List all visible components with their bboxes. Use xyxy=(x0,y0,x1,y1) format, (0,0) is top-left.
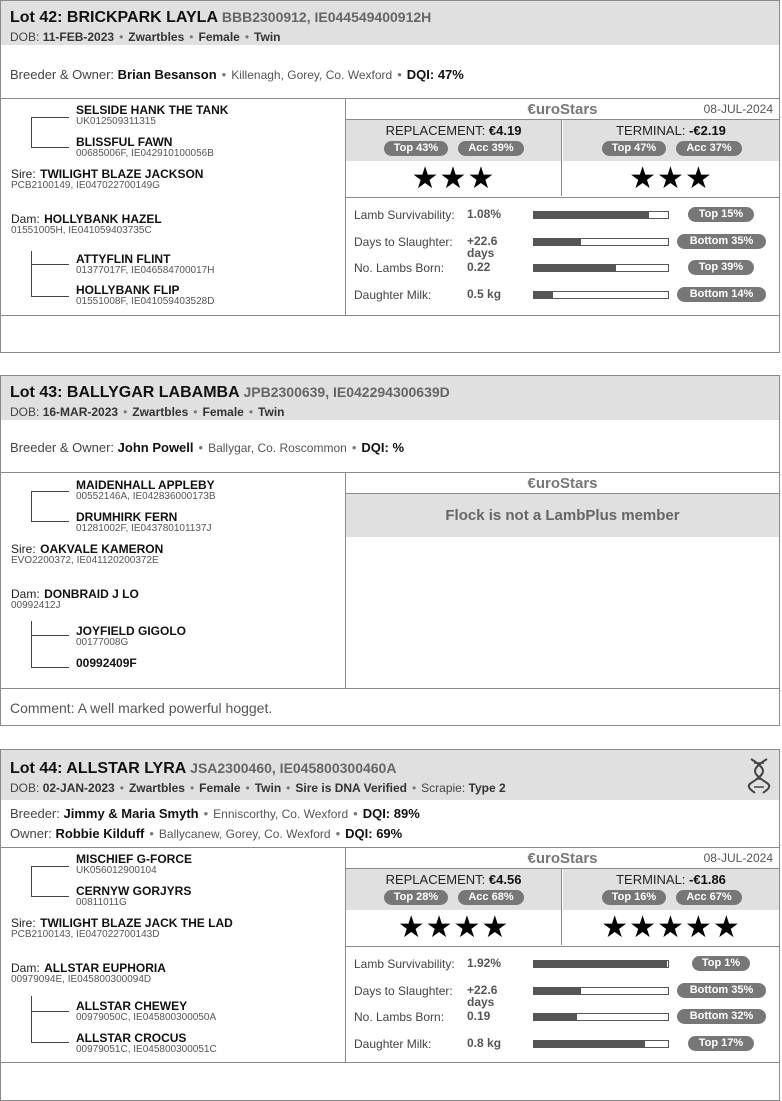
trait-bar xyxy=(533,264,669,272)
terminal-index: TERMINAL: -€2.19 Top 47% Acc 37% ★★★ xyxy=(563,120,779,196)
trait-row: Lamb Survivability: 1.08% Top 15% xyxy=(346,205,779,225)
traits xyxy=(346,946,779,1051)
trait-bar xyxy=(533,291,669,299)
owner-location: Killenagh, Gorey, Co. Wexford xyxy=(231,68,393,82)
trait-rank-badge: Bottom 35% xyxy=(677,234,766,249)
breed: Zwartbles xyxy=(132,405,189,419)
owner-name: Robbie Kilduff xyxy=(55,826,145,841)
birth-type: Twin xyxy=(254,30,281,44)
lot-card xyxy=(0,749,780,1101)
trait-bar xyxy=(533,1013,669,1021)
sex: Female xyxy=(199,781,241,795)
replacement-stars: ★★★ xyxy=(411,162,496,195)
replacement-index: REPLACEMENT: €4.19 Top 43% Acc 39% ★★★ xyxy=(346,120,562,196)
replacement-value: €4.56 xyxy=(488,872,522,887)
sire-sire: MAIDENHALL APPLEBY 00552146A, IE042836000173B xyxy=(76,478,216,502)
breeder-name: Jimmy & Maria Smyth xyxy=(63,806,199,821)
terminal-acc-badge: Acc 67% xyxy=(676,890,742,905)
scrapie-type: Type 2 xyxy=(468,781,506,795)
lot-body xyxy=(1,98,779,316)
eurostars-logo: €uroStars xyxy=(527,475,598,492)
dob-value: 11-FEB-2023 xyxy=(42,30,115,44)
eurostars-date: 08-JUL-2024 xyxy=(703,102,773,116)
trait-bar xyxy=(533,987,669,995)
dob-value: 16-MAR-2023 xyxy=(42,405,119,419)
sire: Sire: TWILIGHT BLAZE JACK THE LAD PCB2100143, IE047022700143D xyxy=(11,916,233,940)
terminal-stars: ★★★★★ xyxy=(601,911,741,944)
terminal-top-badge: Top 47% xyxy=(602,141,666,156)
sire: Sire: OAKVALE KAMERON EVO2200372, IE041120200372E xyxy=(11,542,164,566)
trait-rank-badge: Bottom 35% xyxy=(677,983,766,998)
lot-title: Lot 42: BRICKPARK LAYLA BBB2300912, IE044549400912H xyxy=(10,9,432,26)
terminal-stars: ★★★ xyxy=(629,162,713,195)
dam-dam: ALLSTAR CROCUS 00979051C, IE045800300051C xyxy=(76,1031,217,1055)
owner-line: Owner: Robbie Kilduff • Ballycanew, Gorey, Co. Wexford • DQI: 69% xyxy=(10,826,403,841)
lot-card xyxy=(0,0,780,353)
sire-dam: DRUMHIRK FERN 01281002F, IE043780101137J xyxy=(76,510,212,534)
dna-icon xyxy=(747,757,771,795)
dam-dam: HOLLYBANK FLIP 01551008F, IE041059403528D xyxy=(76,283,215,307)
dam: Dam: HOLLYBANK HAZEL 01551005H, IE041059403735C xyxy=(11,212,162,236)
dam-sire: ATTYFLIN FLINT 01377017F, IE046584700017H xyxy=(76,252,215,276)
trait-rank-badge: Top 39% xyxy=(688,260,754,275)
dqi-value: 47% xyxy=(437,67,464,82)
eurostars-logo: €uroStars xyxy=(527,101,598,118)
terminal-acc-badge: Acc 37% xyxy=(676,141,742,156)
lot-ids: JSA2300460, IE045800300460A xyxy=(190,760,397,776)
lot-title: Lot 43: BALLYGAR LABAMBA JPB2300639, IE042294300639D xyxy=(10,384,450,401)
pedigree xyxy=(1,848,346,1062)
eurostars-panel xyxy=(346,848,779,1062)
trait-row: No. Lambs Born: 0.22 Top 39% xyxy=(346,258,779,278)
sire: Sire: TWILIGHT BLAZE JACKSON PCB2100149, IE047022700149G xyxy=(11,167,204,191)
dqi-value: % xyxy=(392,440,405,455)
replacement-index: REPLACEMENT: €4.56 Top 28% Acc 68% ★★★★ xyxy=(346,869,562,945)
breeder-dqi-value: 89% xyxy=(393,806,420,821)
lot-details: DOB: 16-MAR-2023 • Zwartbles • Female • Twin xyxy=(10,405,285,419)
dam-sire: ALLSTAR CHEWEY 00979050C, IE045800300050A xyxy=(76,999,217,1023)
owner-line: Breeder & Owner: John Powell • Ballygar, Co. Roscommon • DQI: % xyxy=(10,440,405,455)
owner-line: Breeder & Owner: Brian Besanson • Killenagh, Gorey, Co. Wexford • DQI: 47% xyxy=(10,67,464,82)
owner-name: Brian Besanson xyxy=(117,67,217,82)
lot-ids: JPB2300639, IE042294300639D xyxy=(243,384,450,400)
lot-body xyxy=(1,847,779,1063)
birth-type: Twin xyxy=(258,405,285,419)
sire-sire: SELSIDE HANK THE TANK UK012509311315 xyxy=(76,103,229,127)
terminal-value: -€1.86 xyxy=(689,872,726,887)
not-member-message: Flock is not a LambPlus member xyxy=(346,494,779,537)
breed: Zwartbles xyxy=(128,30,185,44)
breeder-location: Enniscorthy, Co. Wexford xyxy=(213,807,349,821)
breed: Zwartbles xyxy=(128,781,185,795)
dna-verified: Sire is DNA Verified xyxy=(295,781,407,795)
owner-location: Ballygar, Co. Roscommon xyxy=(208,441,347,455)
eurostars-panel xyxy=(346,473,779,688)
sire-dam: BLISSFUL FAWN 00685006F, IE042910100056B xyxy=(76,135,214,159)
owner-location: Ballycanew, Gorey, Co. Wexford xyxy=(158,827,331,841)
replacement-top-badge: Top 43% xyxy=(384,141,448,156)
trait-row: Days to Slaughter: +22.6 days Bottom 35% xyxy=(346,232,779,252)
lot-header xyxy=(1,376,779,420)
trait-rank-badge: Bottom 14% xyxy=(677,287,766,302)
dam: Dam: ALLSTAR EUPHORIA 00979094E, IE045800300094D xyxy=(11,961,166,985)
dob-value: 02-JAN-2023 xyxy=(42,781,115,795)
traits xyxy=(346,197,779,302)
replacement-top-badge: Top 28% xyxy=(384,890,448,905)
lot-card xyxy=(0,375,780,726)
lot-comment: Comment: A well marked powerful hogget. xyxy=(10,700,273,716)
lot-header xyxy=(1,750,779,800)
pedigree xyxy=(1,473,346,688)
replacement-value: €4.19 xyxy=(488,123,522,138)
trait-row: Daughter Milk: 0.8 kg Top 17% xyxy=(346,1034,779,1054)
terminal-top-badge: Top 16% xyxy=(602,890,666,905)
replacement-acc-badge: Acc 39% xyxy=(458,141,524,156)
sex: Female xyxy=(202,405,244,419)
dam: Dam: DONBRAID J LO 00992412J xyxy=(11,587,139,611)
lot-details: DOB: 02-JAN-2023 • Zwartbles • Female • Twin • Sire is DNA Verified • Scrapie: Type 2 xyxy=(10,781,506,795)
trait-rank-badge: Top 1% xyxy=(692,956,750,971)
lot-body xyxy=(1,472,779,689)
eurostars-panel xyxy=(346,99,779,315)
dam-sire: JOYFIELD GIGOLO 00177008G xyxy=(76,624,187,648)
lot-details: DOB: 11-FEB-2023 • Zwartbles • Female • Twin xyxy=(10,30,281,44)
trait-rank-badge: Top 17% xyxy=(688,1036,754,1051)
sex: Female xyxy=(198,30,240,44)
terminal-value: -€2.19 xyxy=(689,123,726,138)
trait-bar xyxy=(533,1040,669,1048)
trait-rank-badge: Bottom 32% xyxy=(677,1009,766,1024)
trait-bar xyxy=(533,238,669,246)
lot-ids: BBB2300912, IE044549400912H xyxy=(221,9,432,25)
trait-bar xyxy=(533,960,669,968)
owner-name: John Powell xyxy=(117,440,194,455)
trait-rank-badge: Top 15% xyxy=(688,207,754,222)
trait-row: Lamb Survivability: 1.92% Top 1% xyxy=(346,954,779,974)
pedigree xyxy=(1,99,346,315)
trait-row: Days to Slaughter: +22.6 days Bottom 35% xyxy=(346,981,779,1001)
eurostars-date: 08-JUL-2024 xyxy=(703,851,773,865)
eurostars-logo: €uroStars xyxy=(527,850,598,867)
sire-sire: MISCHIEF G-FORCE UK056012900104 xyxy=(76,852,192,876)
sire-dam: CERNYW GORJYRS 00811011G xyxy=(76,884,192,908)
terminal-index: TERMINAL: -€1.86 Top 16% Acc 67% ★★★★★ xyxy=(563,869,779,945)
dqi-value: 69% xyxy=(376,826,403,841)
replacement-stars: ★★★★ xyxy=(397,911,510,944)
breeder-line: Breeder: Jimmy & Maria Smyth • Enniscorthy, Co. Wexford • DQI: 89% xyxy=(10,806,420,821)
dam-dam: 00992409F xyxy=(76,656,137,670)
trait-row: No. Lambs Born: 0.19 Bottom 32% xyxy=(346,1007,779,1027)
replacement-acc-badge: Acc 68% xyxy=(458,890,524,905)
lot-header xyxy=(1,1,779,45)
trait-row: Daughter Milk: 0.5 kg Bottom 14% xyxy=(346,285,779,305)
lot-title: Lot 44: ALLSTAR LYRA JSA2300460, IE045800300460A xyxy=(10,760,397,777)
birth-type: Twin xyxy=(254,781,282,795)
trait-bar xyxy=(533,211,669,219)
